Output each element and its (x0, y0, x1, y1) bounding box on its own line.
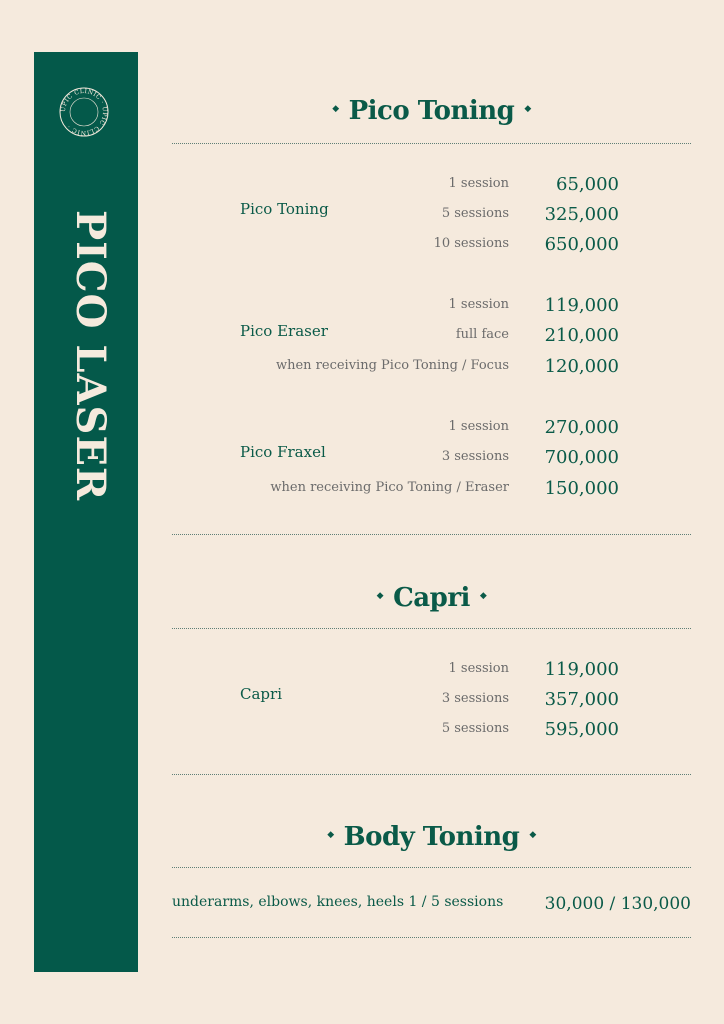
price: 700,000 (544, 447, 619, 468)
body-toning-label: underarms, elbows, knees, heels 1 / 5 sessions (172, 894, 504, 910)
diamond-icon: ◆ (479, 591, 487, 601)
price: 357,000 (544, 689, 619, 710)
divider (172, 143, 691, 144)
price: 150,000 (544, 478, 619, 499)
option-label: 1 session (448, 297, 509, 312)
option-label: 3 sessions (441, 449, 509, 464)
price: 210,000 (544, 325, 619, 346)
price: 120,000 (544, 356, 619, 377)
diamond-icon: ◆ (332, 104, 339, 114)
option-label: 5 sessions (441, 721, 509, 736)
option-label: 10 sessions (433, 236, 509, 251)
treatment-name: Pico Toning (240, 200, 329, 218)
diamond-icon: ◆ (524, 104, 531, 114)
price: 119,000 (544, 295, 619, 316)
divider (172, 937, 691, 938)
option-label: 1 session (448, 176, 509, 191)
svg-text:UPIC CLINIC · UPIC CLINIC ·: UPIC CLINIC · UPIC CLINIC · (59, 87, 109, 137)
option-label: 3 sessions (441, 691, 509, 706)
section-title-text: Pico Toning (348, 96, 515, 126)
section-title-text: Capri (393, 583, 470, 613)
price: 119,000 (544, 659, 619, 680)
diamond-icon: ◆ (376, 591, 384, 601)
option-label: when receiving Pico Toning / Focus (275, 358, 509, 373)
section-title-capri (172, 583, 691, 613)
treatment-name: Pico Fraxel (240, 443, 326, 461)
diamond-icon: ◆ (529, 830, 536, 840)
section-title-body-toning (172, 822, 691, 852)
divider (172, 628, 691, 629)
divider (172, 867, 691, 868)
option-label: 1 session (448, 419, 509, 434)
page-title: PICO LASER (67, 210, 114, 502)
clinic-seal-logo (59, 87, 109, 137)
section-title-pico-toning (172, 96, 691, 126)
option-label: 5 sessions (441, 206, 509, 221)
treatment-name: Pico Eraser (240, 322, 328, 340)
price: 325,000 (544, 204, 619, 225)
treatment-name: Capri (240, 685, 282, 703)
price: 650,000 (544, 234, 619, 255)
diamond-icon: ◆ (327, 830, 334, 840)
sidebar-banner (34, 52, 138, 972)
price: 270,000 (544, 417, 619, 438)
body-toning-price: 30,000 / 130,000 (544, 894, 691, 914)
option-label: when receiving Pico Toning / Eraser (270, 480, 509, 495)
option-label: 1 session (448, 661, 509, 676)
section-title-text: Body Toning (343, 822, 520, 852)
price: 65,000 (556, 174, 619, 195)
divider (172, 774, 691, 775)
divider (172, 534, 691, 535)
option-label: full face (455, 327, 509, 342)
price: 595,000 (544, 719, 619, 740)
